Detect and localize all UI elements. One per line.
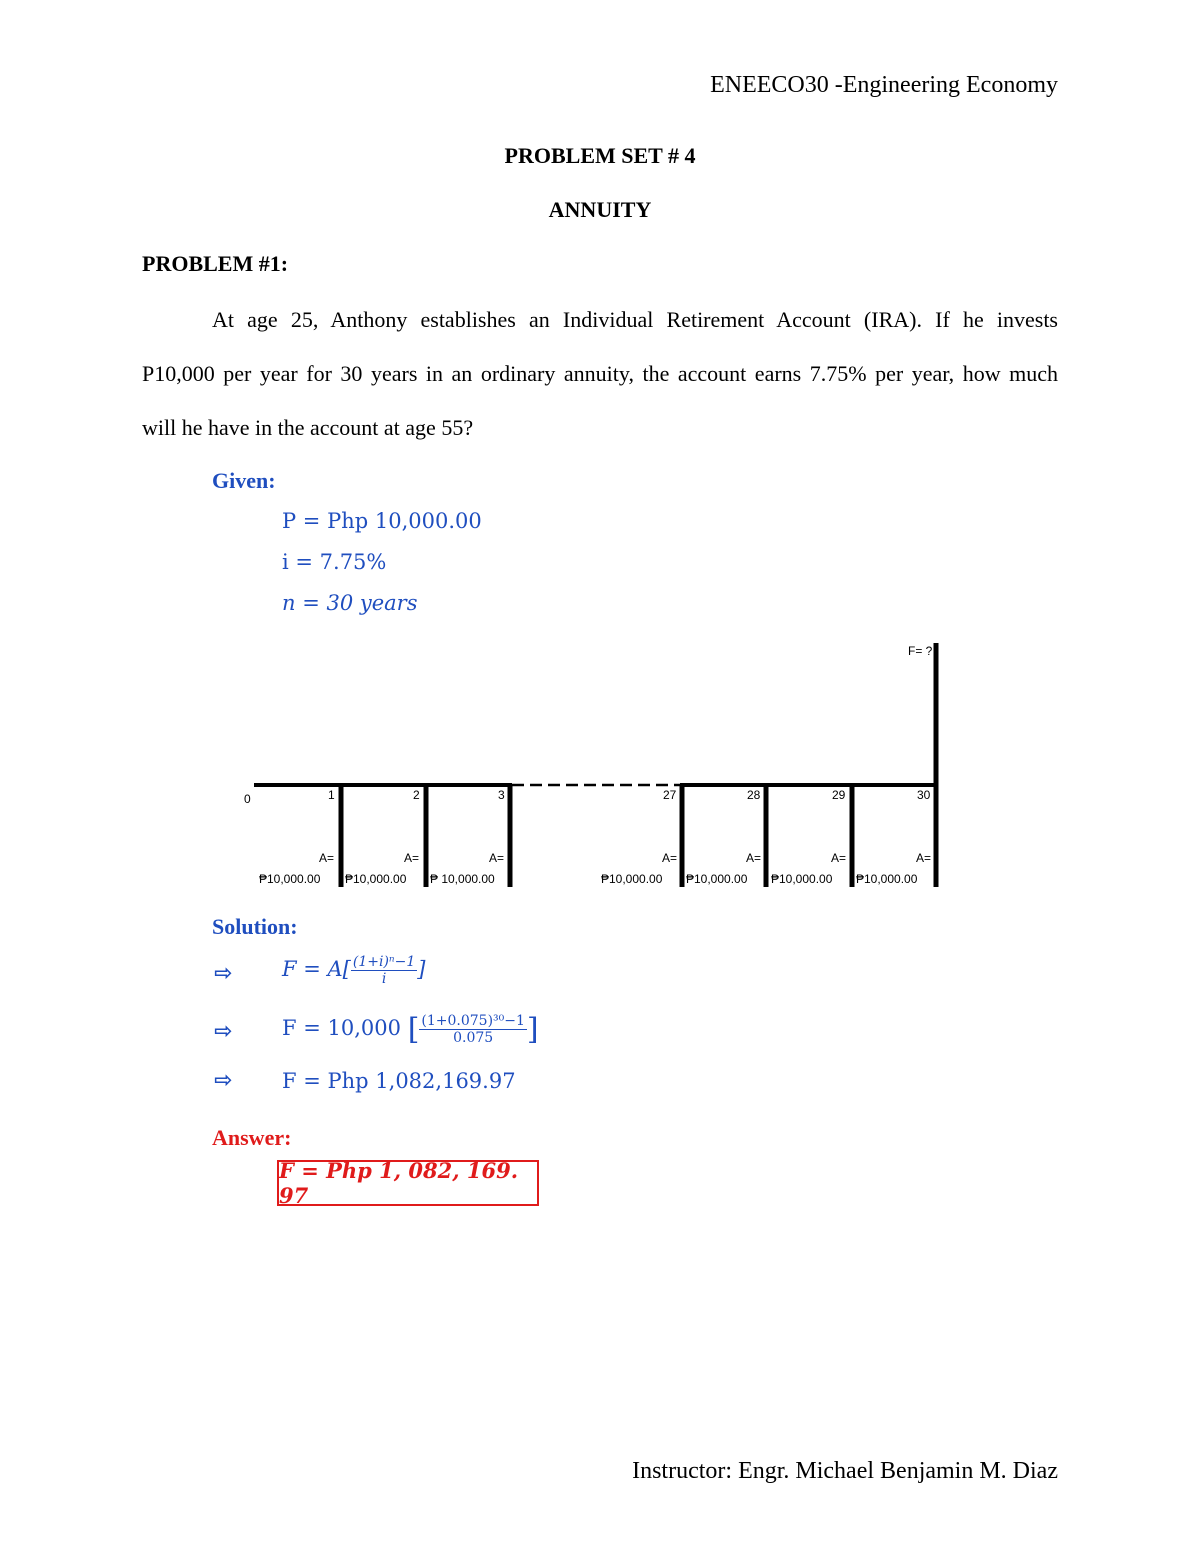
period-label: 3 — [498, 788, 505, 802]
formula-substituted: F = 10,000 [ $\frac{\text{(1+0.075)³⁰−1}}{0.075}$ ] — [282, 1012, 539, 1047]
formula-substituted-lhs: F = 10,000 — [282, 1016, 401, 1040]
payment-amount: ₱10,000.00 — [686, 872, 748, 886]
payment-amount: ₱ 10,000.00 — [430, 872, 495, 886]
answer-box: F = Php 1, 082, 169. 97 — [277, 1160, 539, 1206]
payment-a-label: A= — [831, 851, 847, 865]
period-label-0: 0 — [244, 792, 251, 806]
payment-amount: ₱10,000.00 — [771, 872, 833, 886]
formula-general-numerator: (1+i)ⁿ−1 — [352, 954, 416, 970]
topic-title: ANNUITY — [548, 197, 652, 222]
arrow-icon: ⇨ — [214, 961, 233, 986]
payment-a-label: A= — [746, 851, 762, 865]
payment-a-label: A= — [916, 851, 932, 865]
period-label: 2 — [413, 788, 420, 802]
given-n: n = 30 years — [282, 591, 418, 615]
given-i: i = 7.75% — [282, 550, 387, 574]
problem-line-1: At age 25, Anthony establishes an Individual Retirement Account (IRA). If he invests — [212, 307, 1058, 332]
payment-a-label: A= — [662, 851, 678, 865]
payment-a-label: A= — [319, 851, 335, 865]
formula-substituted-numerator: (1+0.075)³⁰−1 — [421, 1013, 525, 1029]
arrow-icon: ⇨ — [214, 1068, 233, 1093]
given-p: P = Php 10,000.00 — [282, 509, 482, 533]
solution-label: Solution: — [212, 914, 298, 939]
formula-substituted-denominator: 0.075 — [453, 1030, 494, 1046]
payment-amount: ₱10,000.00 — [345, 872, 407, 886]
arrow-icon: ⇨ — [214, 1019, 233, 1044]
formula-general — [282, 954, 425, 987]
payment-amount: ₱10,000.00 — [856, 872, 918, 886]
period-label: 29 — [832, 788, 846, 802]
instructor-footer: Instructor: Engr. Michael Benjamin M. Diaz — [632, 1458, 1058, 1484]
problem-line-3: will he have in the account at age 55? — [142, 415, 474, 440]
period-label: 27 — [663, 788, 677, 802]
payment-amount: ₱10,000.00 — [259, 872, 321, 886]
period-label: 28 — [747, 788, 761, 802]
problem-line-2: P10,000 per year for 30 years in an ordinary annuity, the account earns 7.75% per year, how much — [142, 361, 1058, 386]
course-header: ENEECO30 -Engineering Economy — [710, 72, 1058, 98]
formula-general-rhs: ] — [417, 957, 426, 981]
answer-label: Answer: — [212, 1125, 292, 1150]
problem-set-title: PROBLEM SET # 4 — [504, 143, 696, 168]
formula-general-lhs: F = A[ — [282, 957, 351, 981]
payment-a-label: A= — [489, 851, 505, 865]
period-label: 1 — [328, 788, 335, 802]
period-label: 30 — [917, 788, 931, 802]
problem-statement — [142, 293, 1058, 455]
future-value-label: F= ? — [908, 644, 933, 658]
payment-amount: ₱10,000.00 — [601, 872, 663, 886]
given-label: Given: — [212, 468, 276, 493]
formula-general-denominator: i — [381, 971, 387, 987]
payment-a-label: A= — [404, 851, 420, 865]
problem-label: PROBLEM #1: — [142, 251, 289, 276]
formula-result: F = Php 1,082,169.97 — [282, 1069, 516, 1093]
